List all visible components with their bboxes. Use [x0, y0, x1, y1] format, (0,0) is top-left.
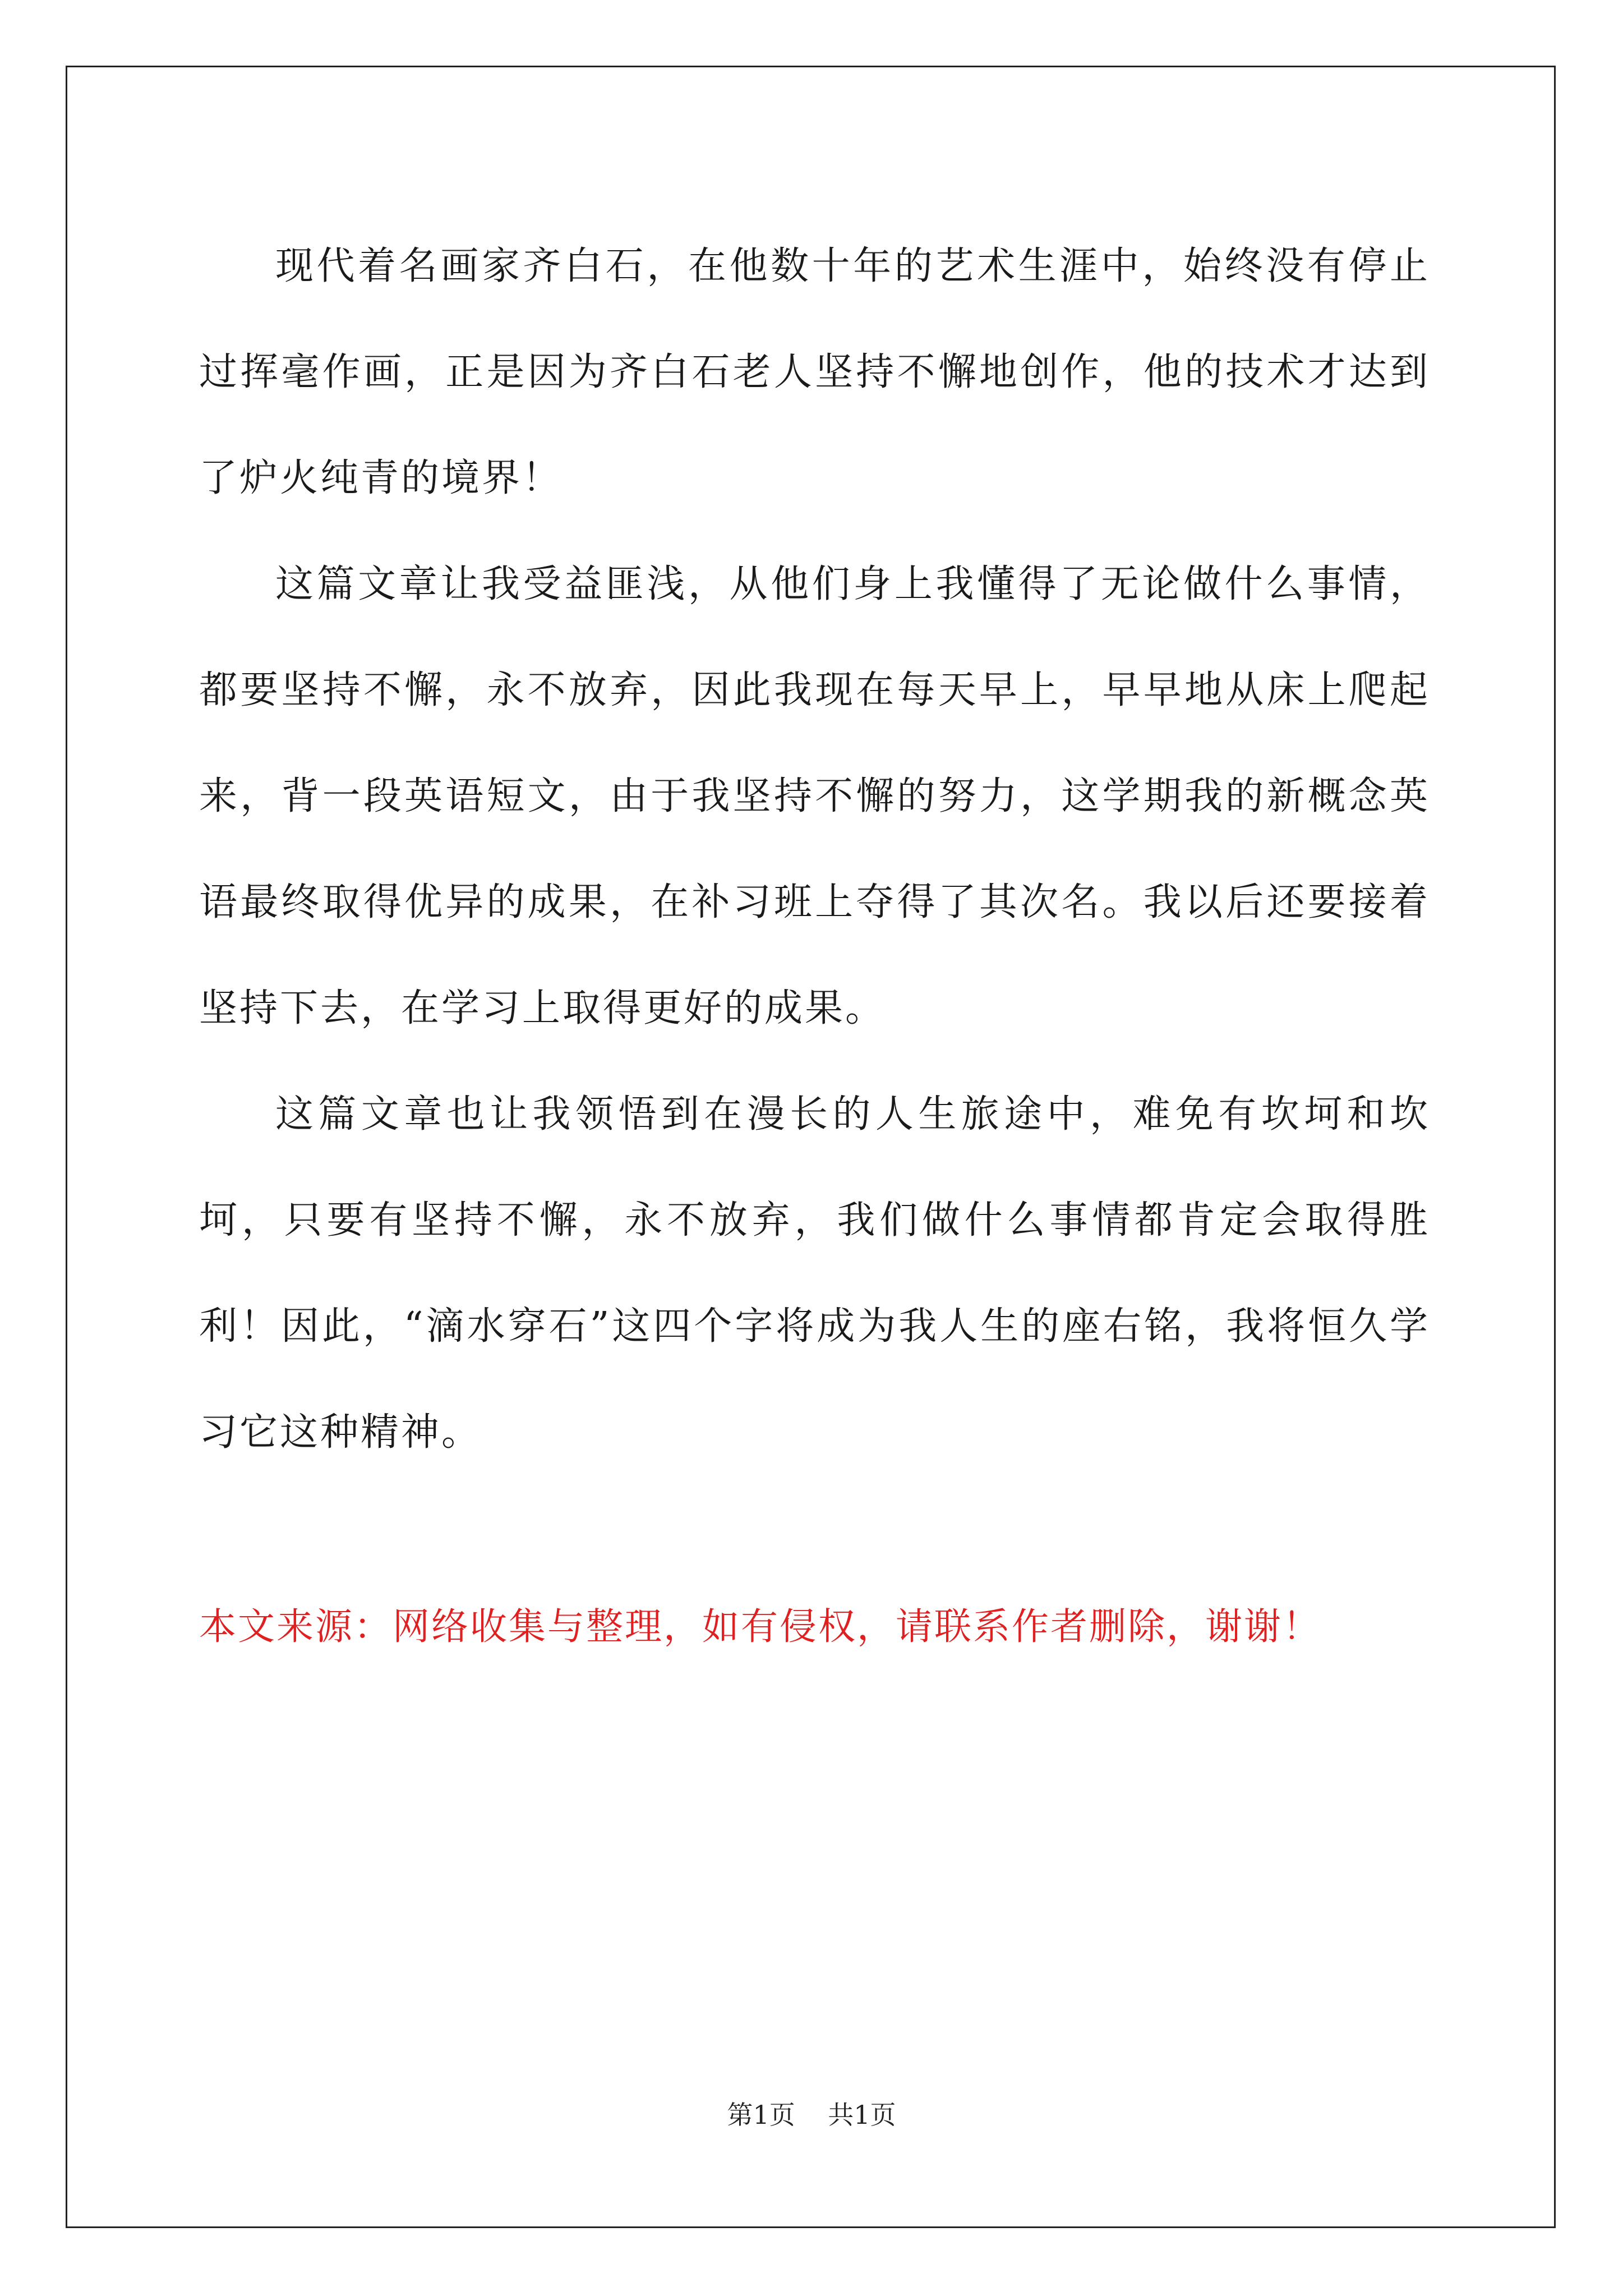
page-footer — [0, 2098, 1623, 2132]
footer-separator — [795, 2100, 828, 2130]
page-number-current: 第1页 — [727, 2100, 795, 2130]
paragraph-2: 这篇文章让我受益匪浅，从他们身上我懂得了无论做什么事情，都要坚持不懈，永不放弃，因此我现在每天早上，早早地从床上爬起来，背一段英语短文，由于我坚持不懈的努力，这学期我的新概念英语最终取得优异的成果，在补习班上夺得了其次名。我以后还要接着坚持下去，在学习上取得更好的成果。 — [199, 562, 1430, 1030]
document-body — [199, 213, 1430, 1485]
paragraph-1: 现代着名画家齐白石，在他数十年的艺术生涯中，始终没有停止过挥毫作画，正是因为齐白石老人坚持不懈地创作，他的技术才达到了炉火纯青的境界！ — [199, 244, 1430, 500]
paragraph-3: 这篇文章也让我领悟到在漫长的人生旅途中，难免有坎坷和坎坷，只要有坚持不懈，永不放弃，我们做什么事情都肯定会取得胜利！因此，“滴水穿石”这四个字将成为我人生的座右铭，我将恒久学习它这种精神。 — [199, 1092, 1430, 1455]
page-number-total: 共1页 — [828, 2100, 896, 2130]
source-note: 本文来源：网络收集与整理，如有侵权，请联系作者删除，谢谢！ — [199, 1605, 1321, 1648]
